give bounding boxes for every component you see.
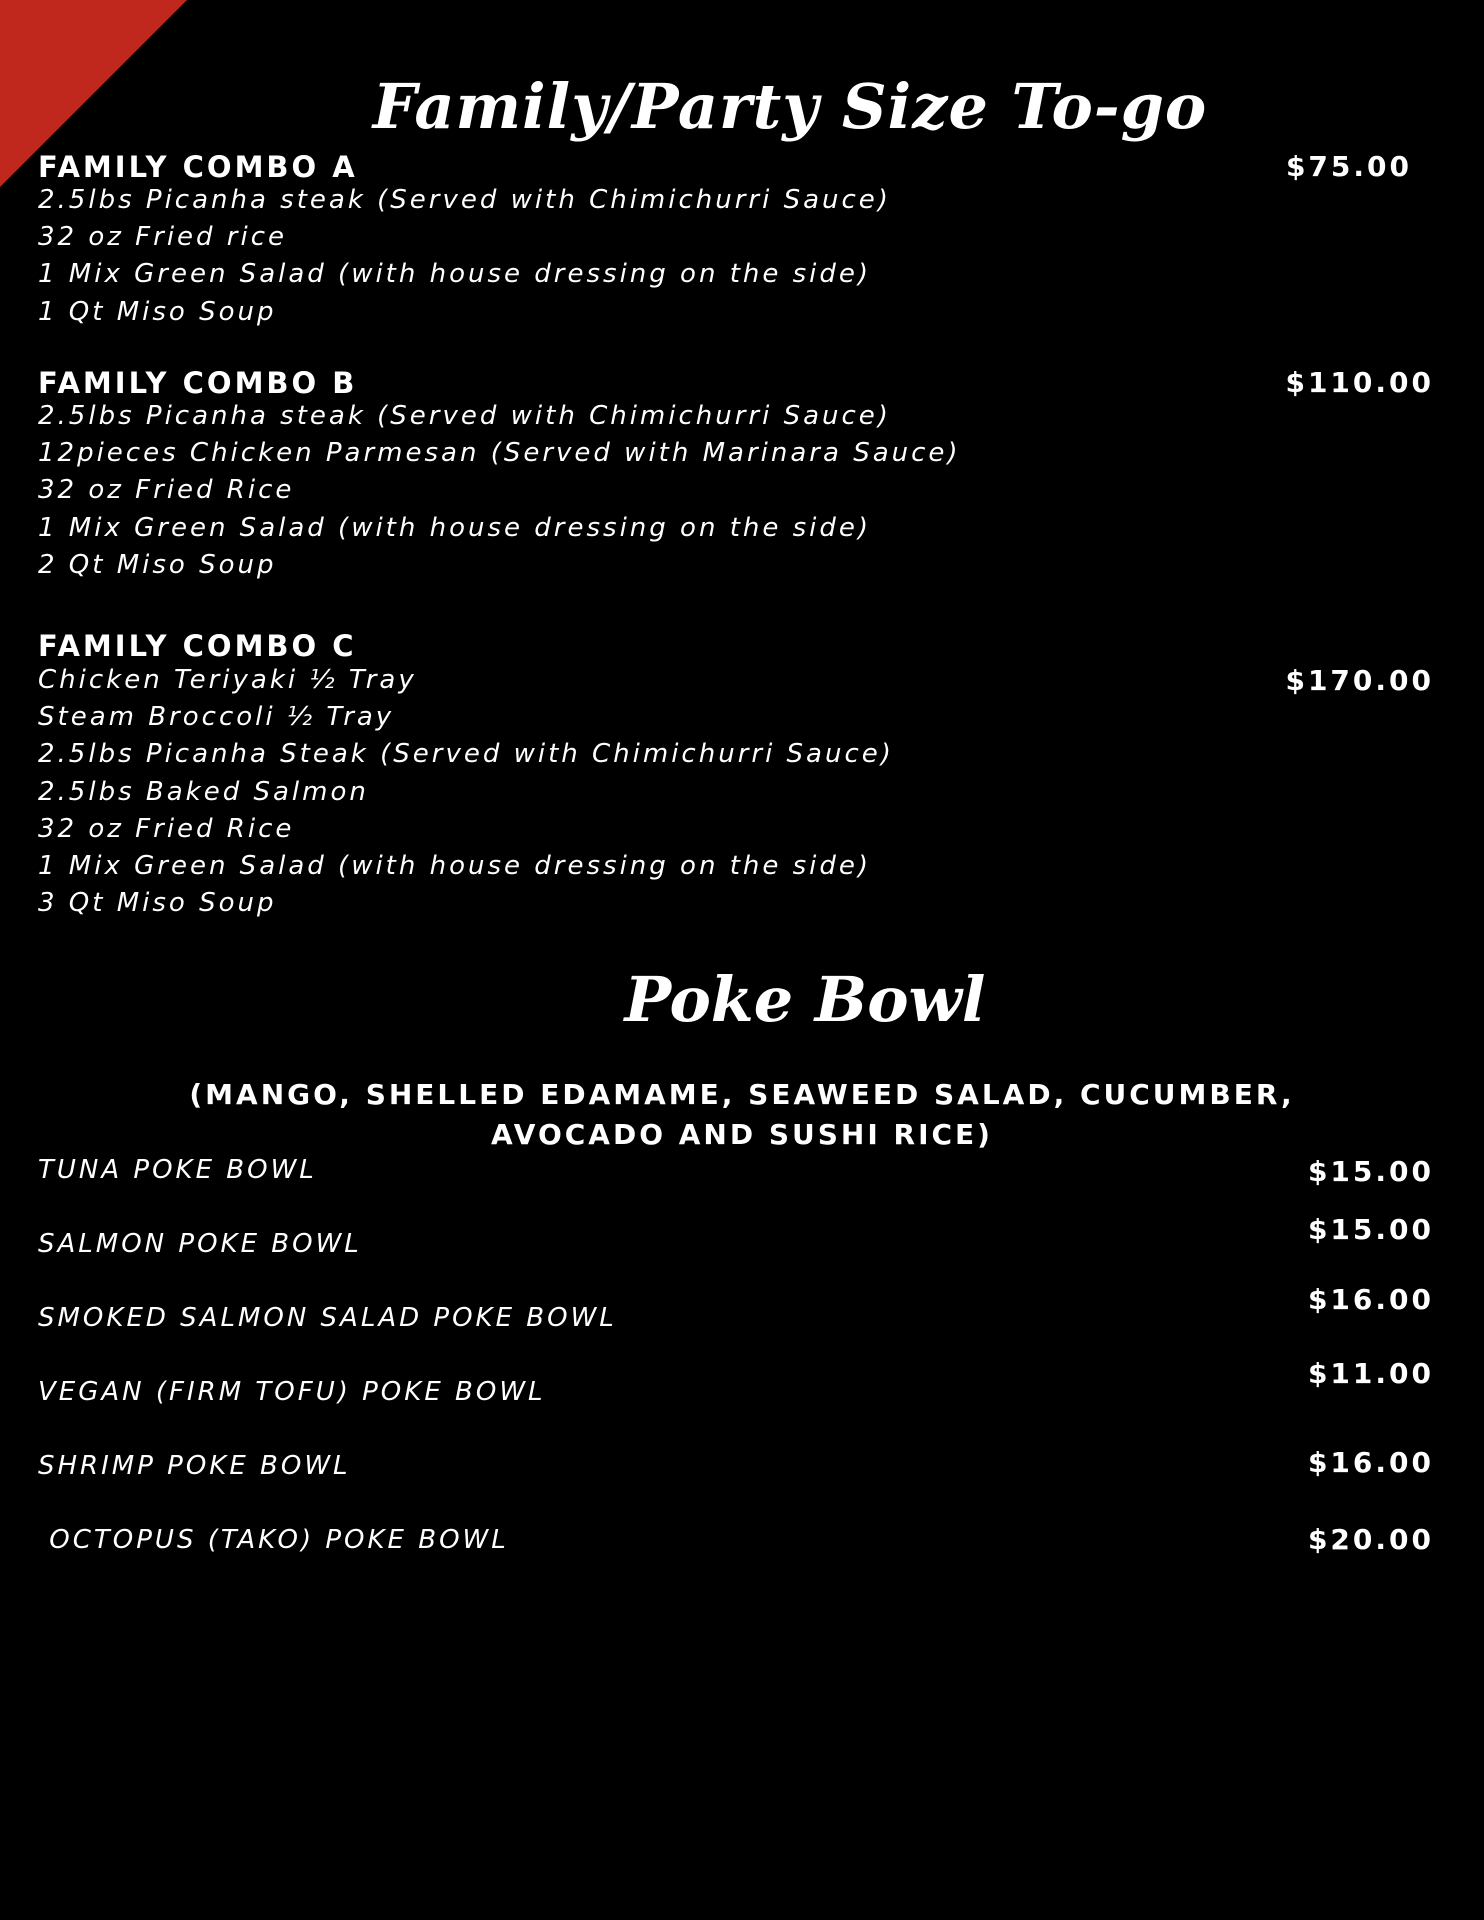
list-item: 1 Qt Miso Soup — [38, 296, 277, 327]
poke-item-price: $15.00 — [1307, 1155, 1434, 1188]
list-item: 2.5lbs Baked Salmon — [38, 776, 369, 807]
list-item: 12pieces Chicken Parmesan (Served with Marinara Sauce) — [38, 438, 961, 469]
combo-a-items — [38, 182, 891, 331]
poke-ingredients-subtitle — [150, 1075, 1334, 1155]
poke-item-name: TUNA POKE BOWL — [38, 1155, 317, 1185]
list-item: 32 oz Fried Rice — [38, 475, 295, 506]
poke-item-price: $11.00 — [1307, 1357, 1434, 1390]
combo-b-items — [38, 398, 961, 584]
poke-subtitle-line-1: (MANGO, SHELLED EDAMAME, SEAWEED SALAD, CUCUMBER, — [189, 1078, 1295, 1111]
poke-item-price: $16.00 — [1307, 1283, 1434, 1316]
list-item: 1 Mix Green Salad (with house dressing on the side) — [38, 259, 872, 290]
list-item: Steam Broccoli ½ Tray — [38, 702, 395, 733]
combo-c-items — [38, 662, 894, 922]
list-item: Chicken Teriyaki ½ Tray — [38, 665, 417, 695]
combo-b-price: $110.00 — [1285, 366, 1434, 399]
list-item: 32 oz Fried rice — [38, 222, 288, 253]
combo-a-price: $75.00 — [1285, 150, 1412, 183]
list-item: 2.5lbs Picanha Steak (Served with Chimichurri Sauce) — [38, 739, 894, 770]
list-item: 2.5lbs Picanha steak (Served with Chimichurri Sauce) — [38, 185, 891, 215]
list-item: 1 Mix Green Salad (with house dressing on the side) — [38, 850, 872, 881]
poke-item-price: $20.00 — [1307, 1523, 1434, 1556]
list-item: 3 Qt Miso Soup — [38, 888, 277, 919]
list-item: 2.5lbs Picanha steak (Served with Chimichurri Sauce) — [38, 401, 891, 431]
combo-b-name: FAMILY COMBO B — [38, 366, 358, 400]
list-item: 32 oz Fried Rice — [38, 813, 295, 844]
combo-c-price: $170.00 — [1285, 664, 1434, 697]
list-item: 1 Mix Green Salad (with house dressing on the side) — [38, 512, 872, 543]
list-item: 2 Qt Miso Soup — [38, 549, 277, 580]
poke-item-name: OCTOPUS (TAKO) POKE BOWL — [38, 1525, 509, 1555]
combo-a-name: FAMILY COMBO A — [38, 150, 358, 184]
poke-subtitle-line-2: AVOCADO AND SUSHI RICE) — [491, 1118, 993, 1151]
poke-item-name: SMOKED SALMON SALAD POKE BOWL — [38, 1303, 617, 1333]
poke-item-name: SHRIMP POKE BOWL — [38, 1451, 351, 1481]
poke-item-price: $16.00 — [1307, 1446, 1434, 1479]
poke-section-title: Poke Bowl — [624, 963, 986, 1036]
poke-item-name: SALMON POKE BOWL — [38, 1229, 362, 1259]
poke-item-price: $15.00 — [1307, 1213, 1434, 1246]
poke-item-name: VEGAN (FIRM TOFU) POKE BOWL — [38, 1377, 546, 1407]
combo-c-name: FAMILY COMBO C — [38, 629, 357, 663]
family-section-title: Family/Party Size To-go — [372, 70, 1208, 143]
